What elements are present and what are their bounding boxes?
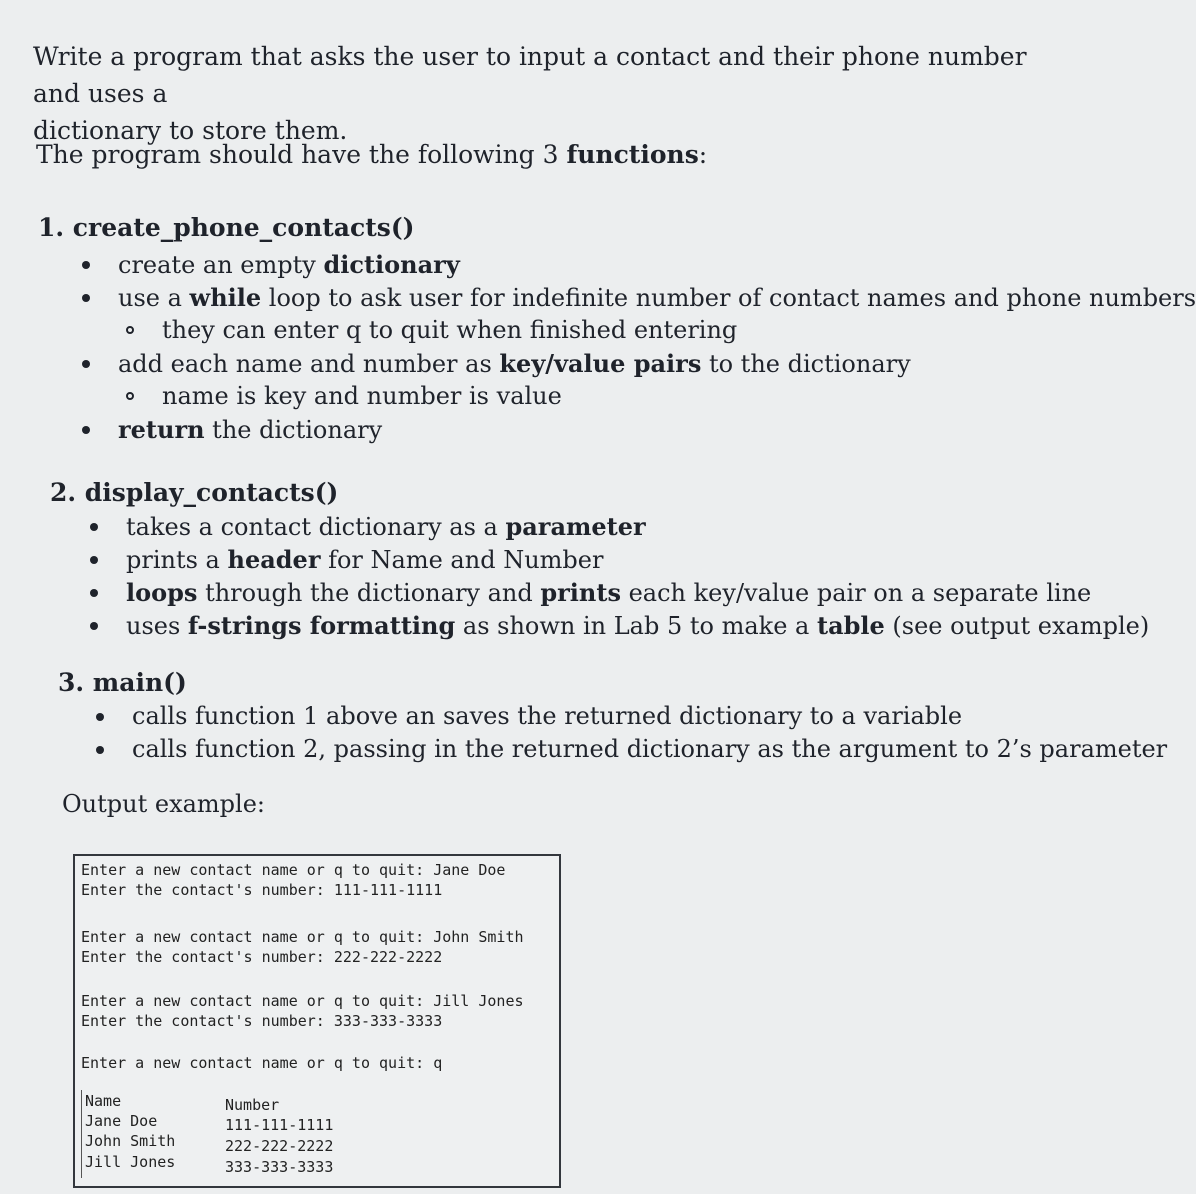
list-item: takes a contact dictionary as a parameter [90, 510, 1070, 543]
lead-bold: functions [566, 140, 699, 169]
section-1-title: 1. create_phone_contacts() [38, 213, 415, 242]
list-item: calls function 2, passing in the returned dictionary as the argument to 2’s parameter [96, 733, 1066, 766]
console-line: Enter a new contact name or q to quit: Jill Jones [81, 992, 524, 1010]
intro-paragraph [33, 38, 1033, 149]
console-line: Enter a new contact name or q to quit: q [81, 1054, 443, 1072]
bullet-icon [90, 556, 98, 564]
bullet-icon [82, 261, 90, 269]
hollow-bullet-icon [126, 326, 134, 334]
console-line: Enter the contact's number: 222-222-2222 [81, 948, 443, 966]
section-2-title: 2. display_contacts() [50, 478, 339, 507]
intro-line-2: dictionary to store them. [33, 116, 348, 145]
bullet-icon [82, 360, 90, 368]
sub-list-item: they can enter q to quit when finished entering [82, 314, 1072, 347]
bullet-icon [90, 523, 98, 531]
table-cell-number: 111-111-1111 [225, 1116, 334, 1134]
lead-suffix: : [698, 140, 708, 169]
hollow-bullet-icon [126, 392, 134, 400]
section-2-bullets [90, 510, 1150, 642]
list-item: return the dictionary [82, 413, 1072, 446]
functions-lead [36, 140, 707, 169]
table-header-name: Name [85, 1092, 122, 1110]
section-3-title: 3. main() [58, 668, 187, 697]
console-output-box [73, 854, 561, 1188]
bullet-icon [96, 746, 104, 754]
bullet-icon [82, 294, 90, 302]
bullet-icon [96, 713, 104, 721]
table-cell-number: 222-222-2222 [225, 1137, 334, 1155]
table-cell-name: John Smith [85, 1132, 176, 1150]
table-cell-name: Jill Jones [85, 1153, 176, 1171]
console-line: Enter the contact's number: 333-333-3333 [81, 1012, 443, 1030]
table-header-number: Number [225, 1096, 280, 1114]
list-item: add each name and number as key/value pairs to the dictionary [82, 347, 1072, 380]
lead-prefix: The program should have the following 3 [36, 140, 567, 169]
console-line: Enter a new contact name or q to quit: John Smith [81, 928, 524, 946]
bullet-icon [82, 426, 90, 434]
output-example-label: Output example: [62, 790, 266, 818]
console-line: Enter a new contact name or q to quit: Jane Doe [81, 861, 506, 879]
section-3-bullets [96, 700, 1168, 766]
list-item: use a while loop to ask user for indefinite number of contact names and phone numbers [82, 281, 1072, 314]
sub-list-item: name is key and number is value [82, 380, 1072, 413]
bullet-icon [90, 622, 98, 630]
section-1-bullets [82, 248, 1196, 446]
intro-line-1: Write a program that asks the user to input a contact and their phone number and uses a [33, 42, 1027, 108]
list-item: loops through the dictionary and prints each key/value pair on a separate line [90, 576, 1070, 609]
list-item: calls function 1 above an saves the returned dictionary to a variable [96, 700, 1066, 733]
list-item: create an empty dictionary [82, 248, 1072, 281]
list-item: uses f-strings formatting as shown in Lab 5 to make a table (see output example) [90, 609, 1070, 642]
table-cell-number: 333-333-3333 [225, 1158, 334, 1176]
console-line: Enter the contact's number: 111-111-1111 [81, 881, 443, 899]
bullet-icon [90, 589, 98, 597]
list-item: prints a header for Name and Number [90, 543, 1070, 576]
table-cell-name: Jane Doe [85, 1112, 158, 1130]
